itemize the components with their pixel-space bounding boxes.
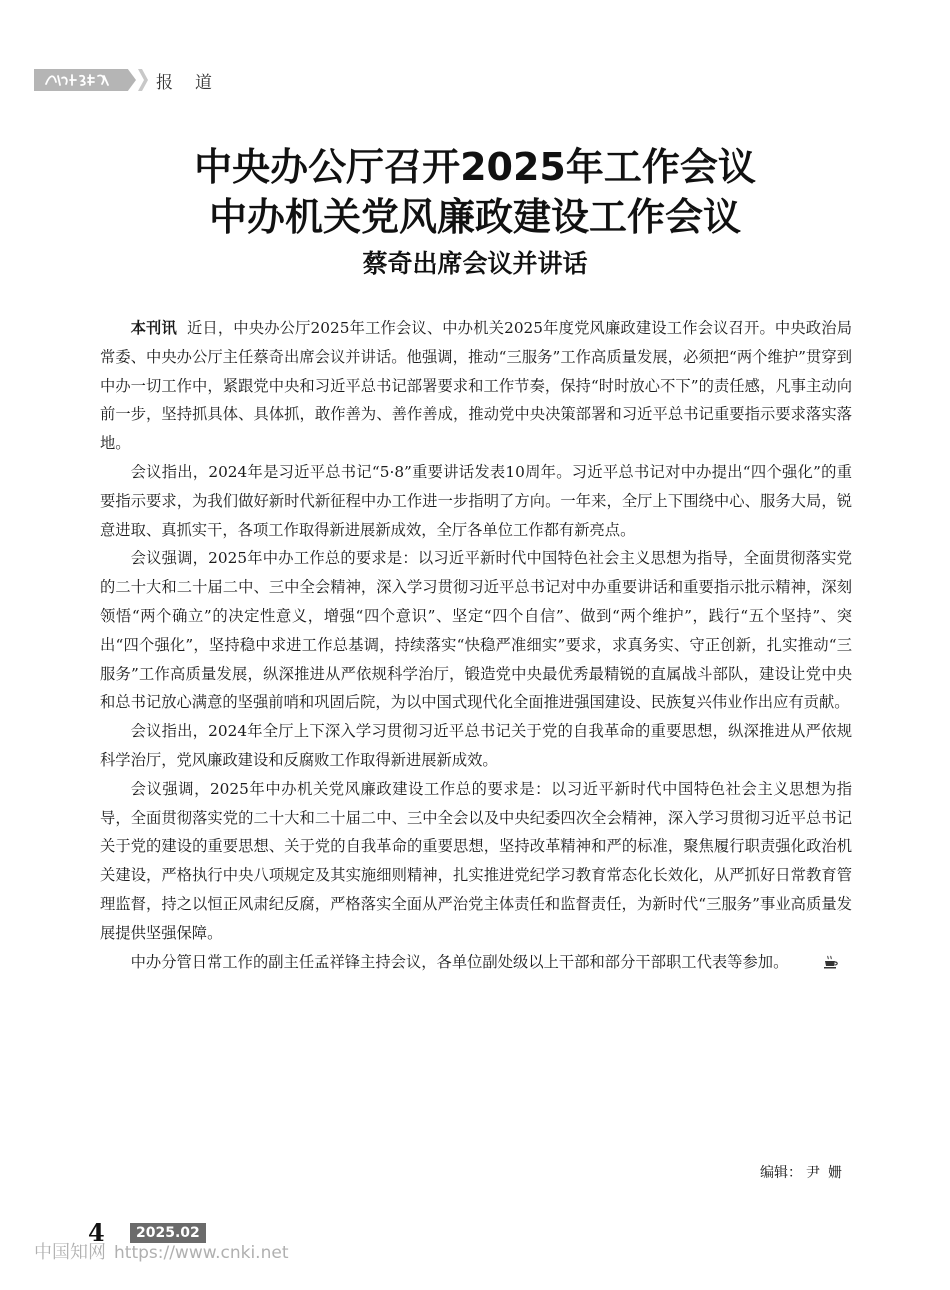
section-header bbox=[34, 66, 234, 94]
article-title-line-1: 中央办公厅召开2025年工作会议 bbox=[194, 145, 756, 189]
editor-label: 编辑： bbox=[760, 1165, 802, 1181]
chevron-right-icon bbox=[138, 69, 148, 91]
section-label: 报道 bbox=[156, 72, 234, 93]
article-title-line-2: 中办机关党风廉政建设工作会议 bbox=[208, 195, 741, 239]
article-paragraph: 会议强调，2025年中办工作总的要求是：以习近平新时代中国特色社会主义思想为指导，全面贯彻落实党的二十大和二十届二中、三中全会精神，深入学习贯彻习近平总书记对中办重要讲话和重要指示批示精神，深刻领悟“两个确立”的决定性意义，增强“四个意识”、坚定“四个自信”、做到“两个维护”，践行“五个坚持”、突出“四个强化”，坚持稳中求进工作总基调，持续落实“快稳严准细实”要求，求真务实、守正创新，扎实推动“三服务”工作高质量发展，纵深推进从严依规科学治厅，锻造党中央最优秀最精锐的直属战斗部队，建设让党中央和总书记放心满意的坚强前哨和巩固后院，为以中国式现代化全面推进强国建设、民族复兴伟业作出应有贡献。 bbox=[100, 549, 852, 712]
editor-credit bbox=[760, 1162, 850, 1182]
article-paragraph: 会议指出，2024年全厅上下深入学习贯彻习近平总书记关于党的自我革命的重要思想，纵深推进从严依规科学治厅，党风廉政建设和反腐败工作取得新进展新成效。 bbox=[100, 722, 852, 769]
page-number: 4 bbox=[88, 1218, 105, 1247]
lead-tag: 本刊讯 bbox=[130, 319, 177, 337]
article-subtitle: 蔡奇出席会议并讲话 bbox=[362, 249, 588, 278]
editor-name: 尹姗 bbox=[806, 1165, 850, 1181]
article-title-block bbox=[0, 142, 950, 282]
cnki-watermark bbox=[34, 1238, 288, 1264]
article-paragraph: 会议强调，2025年中办机关党风廉政建设工作总的要求是：以习近平新时代中国特色社会主义思想为指导，全面贯彻落实党的二十大和二十届二中、三中全会以及中央纪委四次全会精神，深入学习贯彻习近平总书记关于党的建设的重要思想、关于党的自我革命的重要思想，坚持改革精神和严的标准，聚焦履行职责强化政治机关建设，严格执行中央八项规定及其实施细则精神，扎实推进党纪学习教育常态化长效化，从严抓好日常教育管理监督，持之以恒正风肃纪反腐，严格落实全面从严治党主体责任和监督责任，为新时代“三服务”事业高质量发展提供坚强保障。 bbox=[100, 779, 852, 942]
paragraph-text: 近日，中央办公厅2025年工作会议、中办机关2025年度党风廉政建设工作会议召开。中央政治局常委、中央办公厅主任蔡奇出席会议并讲话。他强调，推动“三服务”工作高质量发展，必须把“两个维护”贯穿到中办一切工作中，紧跟党中央和习近平总书记部署要求和工作节奏，保持“时时放心不下”的责任感，凡事主动向前一步，坚持抓具体、具体抓，敢作善为、善作善成，推动党中央决策部署和习近平总书记重要指示要求落实落地。 bbox=[100, 319, 852, 453]
article-paragraph bbox=[100, 948, 852, 979]
article-body bbox=[100, 314, 852, 978]
issue-date-badge: 2025.02 bbox=[130, 1223, 206, 1243]
magazine-logo bbox=[34, 69, 136, 91]
watermark-brand: 中国知网 bbox=[34, 1242, 106, 1263]
magazine-logo-calligraphy bbox=[44, 72, 114, 88]
article-paragraph bbox=[100, 314, 852, 458]
article-paragraph: 会议指出，2024年是习近平总书记“5·8”重要讲话发表10周年。习近平总书记对中办提出“四个强化”的重要指示要求，为我们做好新时代新征程中办工作进一步指明了方向。一年来，全厅上下围绕中心、服务大局，锐意进取、真抓实干，各项工作取得新进展新成效，全厅各单位工作都有新亮点。 bbox=[100, 462, 852, 539]
paragraph-text: 中办分管日常工作的副主任孟祥锋主持会议，各单位副处级以上干部和部分干部职工代表等参加。 bbox=[130, 952, 789, 971]
watermark-url: https://www.cnki.net bbox=[114, 1243, 289, 1263]
coffee-cup-icon bbox=[792, 950, 839, 979]
